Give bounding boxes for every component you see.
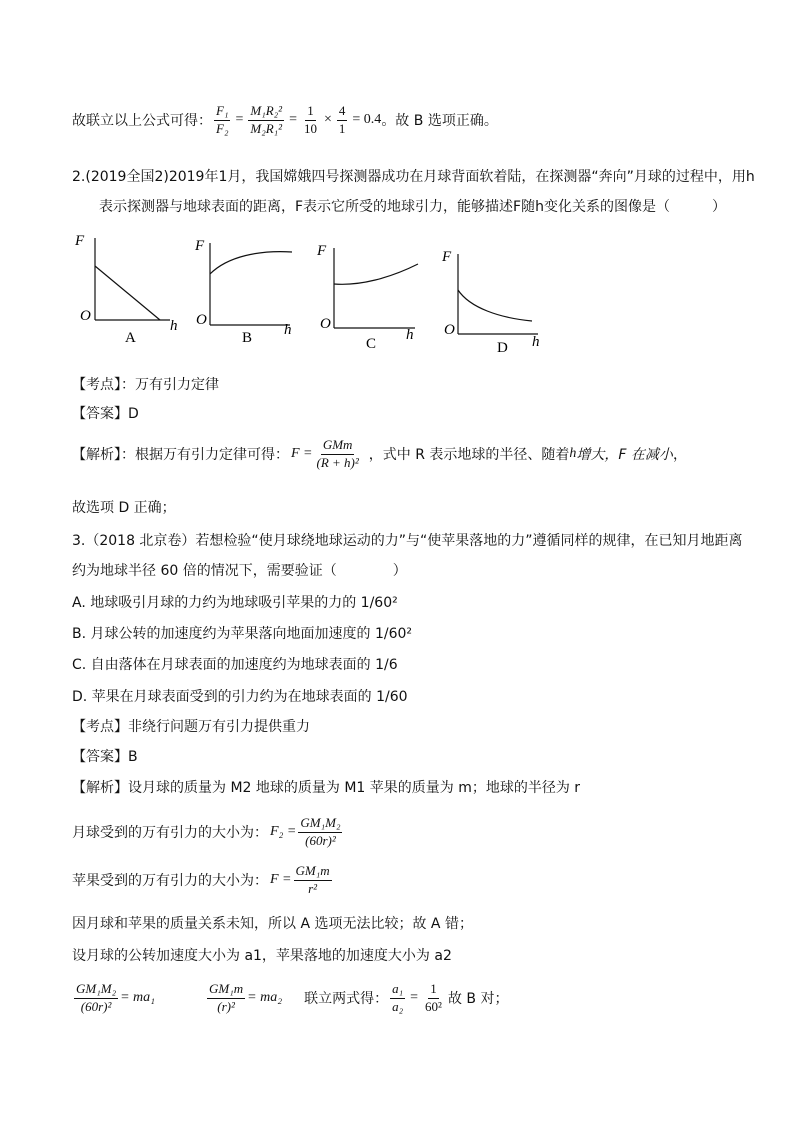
ratio-tail: 。故 B 选项正确。 [381,113,498,130]
q3-eq1-frac: $\frac{\text{GM₁M₂}}{\text{(60r)²}}$ [76,981,117,1014]
q3-option-d: D. 苹果在月球表面受到的引力约为在地球表面的 1/60 [72,689,408,705]
frac-f1-f2: $\frac{\text{F₁}}{\text{F₂}}$ [216,103,229,136]
q3-option-c: C. 自由落体在月球表面的加速度约为地球表面的 1/6 [72,657,398,673]
graph-c-f: F [317,243,327,259]
q3-eq1-rhs: = ma₁ [120,990,156,1006]
ratio-lead: 故联立以上公式可得： [72,113,212,130]
q3-moon-F2: F₂ = [270,824,297,840]
graph-a [74,233,178,346]
q3-moon-force [72,816,344,849]
q2-line1: 2.(2019全国2)2019年1月，我国嫦娥四号探测器成功在月球背面软着陆，在探测器“奔向”月球的过程中，用h [72,169,755,185]
graph-d-label: D [497,340,508,356]
q2-jiexi-h: h [569,446,577,462]
q3-apple-force [72,864,334,897]
q2-kaodian: 【考点】：万有引力定律 [72,377,219,393]
q3-apple-force-lead: 苹果受到的万有引力的大小为： [72,873,268,890]
q3-moon-frac: $\frac{\text{GM₁M₂}}{\text{(60r)²}}$ [300,815,341,848]
q3-moon-force-lead: 月球受到的万有引力的大小为： [72,825,268,842]
q3-line1: 3.（2018 北京卷）若想检验“使月球绕地球运动的力”与“使苹果落地的力”遵循同样的规律，在已知月地距离 [72,533,743,549]
q3-apple-frac: $\frac{\text{GM₁m}}{\text{r²}}$ [295,863,330,896]
q2-jiexi [72,438,687,471]
q3-equations [72,982,508,1015]
graph-c-curve [334,264,418,284]
q2-answer: 【答案】D [72,406,139,422]
graph-b-h: h [284,322,292,338]
q2-jiexi-lead: 【解析】：根据万有引力定律可得： [72,447,289,464]
q3-answer: 【答案】B [72,749,138,765]
q3-eq2-rhs: = ma₂ [247,990,283,1006]
q3-kaodian: 【考点】非绕行问题万有引力提供重力 [72,719,310,735]
graph-c-h: h [406,327,414,343]
frac-one-ten: $\frac{1}{10}$ [304,103,317,136]
q2-jiexi-tail1: ，式中 R 表示地球的半径、随着 [368,447,570,464]
q3-ratio-eq: = [410,990,419,1006]
graph-c-label: C [366,336,377,352]
q2-conclusion: 故选项 D 正确； [72,500,176,516]
q2-formula-frac: $\frac{\text{GMm}}{\text{(R + h)²}}$ [316,437,359,470]
graph-b-o: O [196,312,207,328]
graph-c [316,243,418,352]
q3-eq2-frac: $\frac{\text{GM₁m}}{\text{(r)²}}$ [209,981,244,1014]
q3-final: 故 B 对； [447,991,509,1008]
q3-apple-F: F = [270,872,292,888]
q3-ratio-result: $\frac{1}{\text{60²}}$ [425,981,442,1014]
graph-a-h: h [170,318,178,334]
q3-compare: 因月球和苹果的质量关系未知，所以 A 选项无法比较；故 A 错； [72,916,473,932]
q2-line2: 表示探测器与地球表面的距离，F表示它所受的地球引力，能够描述F随h变化关系的图像是（ ） [99,199,726,215]
graph-d [441,249,540,356]
graph-b-label: B [242,330,253,346]
q2-jiexi-tail3: ， [672,447,687,464]
graph-b [194,238,292,346]
graph-a-label: A [125,330,136,346]
graph-b-f: F [195,238,205,254]
q3-ratio-frac: $\frac{\text{a₁}}{\text{a₂}}$ [392,981,404,1014]
q2-formula-F: F = [291,446,313,462]
q3-line2: 约为地球半径 60 倍的情况下，需要验证（ ） [72,563,407,579]
q2-jiexi-F: F 在减小 [618,447,673,464]
graph-d-curve [458,290,532,321]
q3-option-b: B. 月球公转的加速度约为苹果落向地面加速度的 1/60² [72,626,413,642]
q3-combine: 联立两式得： [304,991,389,1008]
graph-a-f: F [75,233,85,249]
frac-mr: $\frac{\text{M₁R₂²}}{\text{M₂R₁²}}$ [250,103,283,136]
graph-d-h: h [532,334,540,350]
ratio-formula-line: 故联立以上公式可得： $\frac{\text{F₁}}{\text{F₂}}$ = $\frac{\text{M₁R₂²}}{\text{M₂R₁²}}$ = $\frac{1}{10}$ × $\frac{4}{1}$ = 0.4 。故 B 选项正确。 [72,103,498,136]
q3-option-a: A. 地球吸引月球的力约为地球吸引苹果的力的 1/60² [72,595,398,611]
graph-b-curve [210,252,292,274]
frac-four-one: $\frac{4}{1}$ [338,103,346,136]
graph-a-o: O [80,308,91,324]
q3-jiexi: 【解析】设月球的质量为 M2 地球的质量为 M1 苹果的质量为 m；地球的半径为 r [72,780,581,796]
q3-accel: 设月球的公转加速度大小为 a1，苹果落地的加速度大小为 a2 [72,948,452,964]
q2-jiexi-tail2: 增大， [576,447,619,464]
graph-d-o: O [444,322,455,338]
ratio-result: = 0.4 [352,112,382,128]
graph-c-o: O [320,316,331,332]
q2-graphs [70,228,550,358]
graph-a-curve [95,266,160,320]
graph-d-f: F [442,249,452,265]
